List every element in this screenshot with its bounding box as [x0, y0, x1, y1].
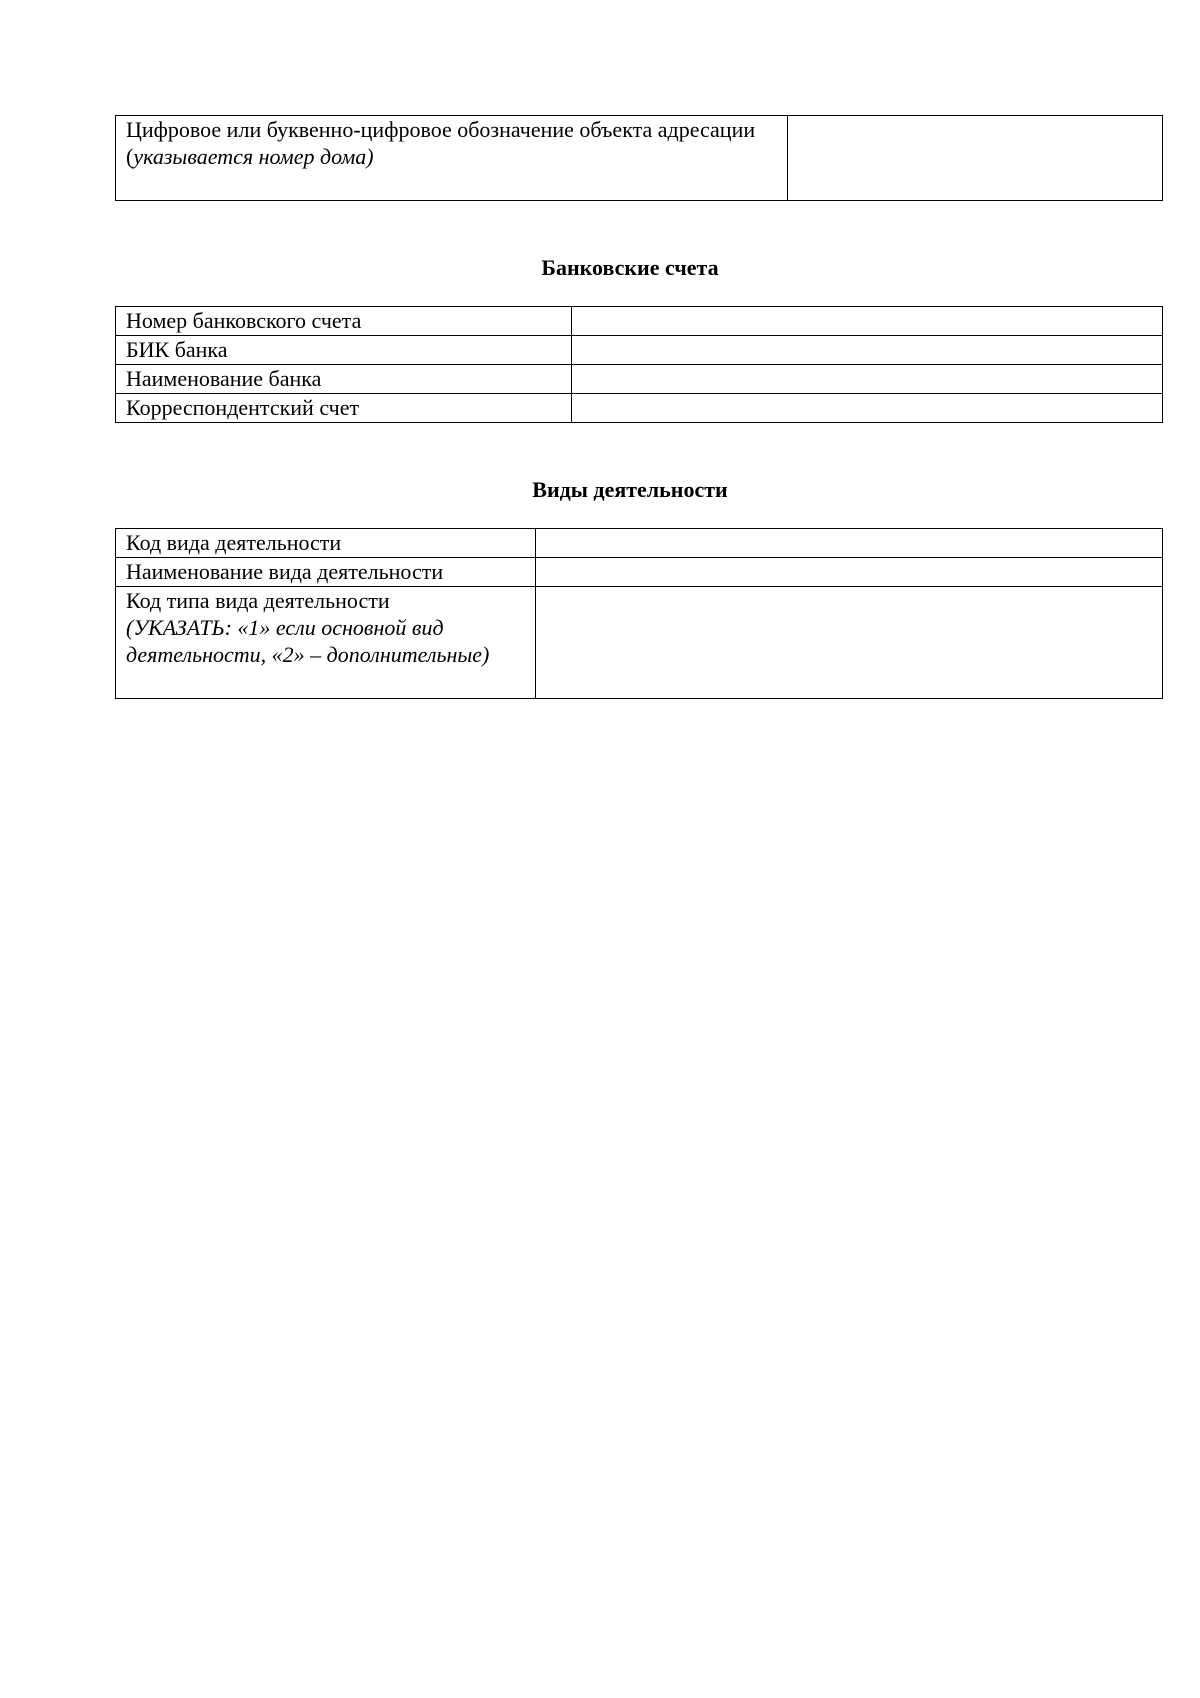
activities-table: [115, 528, 1163, 699]
bank-bik-label: БИК банка: [116, 336, 572, 365]
table-row: [116, 394, 1163, 423]
address-label: Цифровое или буквенно-цифровое обозначение объекта адресации: [126, 117, 756, 142]
activity-type-code-hint: (УКАЗАТЬ: «1» если основной вид деятельности, «2» – дополнительные): [126, 615, 490, 667]
address-table: [115, 115, 1163, 201]
bank-account-number-field[interactable]: [572, 307, 1163, 336]
bank-accounts-heading: Банковские счета: [541, 255, 719, 280]
bank-accounts-table: [115, 306, 1163, 423]
address-hint-open: (: [126, 144, 134, 169]
bank-bik-field[interactable]: [572, 336, 1163, 365]
activity-code-label: Код вида деятельности: [116, 529, 536, 558]
table-row: [116, 365, 1163, 394]
activities-heading: Виды деятельности: [532, 477, 728, 502]
activity-name-field[interactable]: [536, 558, 1163, 587]
bank-name-label: Наименование банка: [116, 365, 572, 394]
table-row: [116, 587, 1163, 699]
activity-type-code-field[interactable]: [536, 587, 1163, 699]
table-row: [116, 529, 1163, 558]
address-value-field[interactable]: [788, 116, 1163, 201]
correspondent-account-field[interactable]: [572, 394, 1163, 423]
activity-code-field[interactable]: [536, 529, 1163, 558]
table-row: [116, 558, 1163, 587]
address-hint: указывается номер дома): [133, 144, 374, 169]
table-row: [116, 307, 1163, 336]
activity-name-label: Наименование вида деятельности: [116, 558, 536, 587]
activity-type-code-label-cell: [116, 587, 536, 699]
table-row: [116, 116, 1163, 201]
bank-name-field[interactable]: [572, 365, 1163, 394]
correspondent-account-label: Корреспондентский счет: [116, 394, 572, 423]
table-row: [116, 336, 1163, 365]
address-label-cell: [116, 116, 788, 201]
activity-type-code-label: Код типа вида деятельности: [126, 588, 390, 613]
bank-account-number-label: Номер банковского счета: [116, 307, 572, 336]
